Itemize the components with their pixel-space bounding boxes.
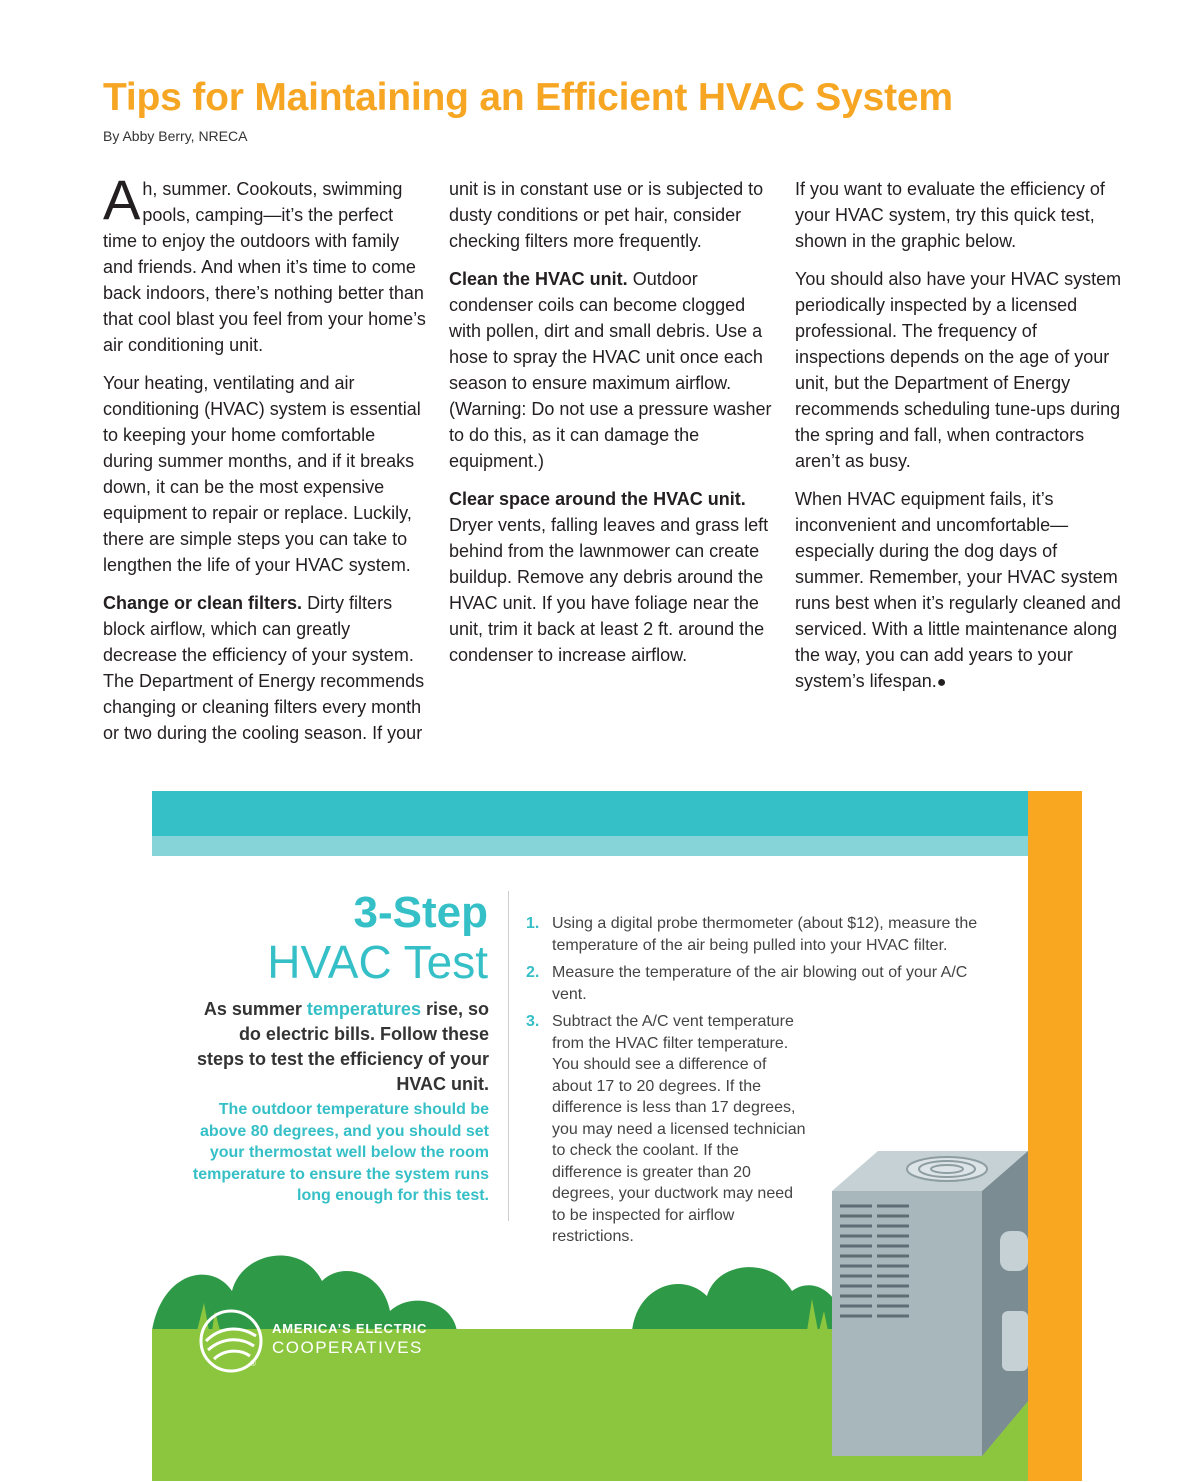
intro-part-b: rise, so do electric bills. Follow these steps to test the efficiency of your HVAC unit.: [196, 999, 489, 1094]
conclusion-text: When HVAC equipment fails, it’s inconvenient and uncomfortable—especially during the dog days of summer. Remember, your HVAC system runs best when it’s regularly cleaned and serviced. With a little maintenance along the way, you can add years to your system’s lifespan.: [795, 489, 1121, 691]
clear-space-body: Dryer vents, falling leaves and grass left behind from the lawnmower can create buildup. Remove any debris around the HVAC unit. If you have foliage near the unit, trim it back at least 2 ft. around the condenser to increase airflow.: [449, 515, 769, 665]
logo-line-1: AMERICA’S ELECTRIC: [272, 1321, 428, 1336]
landscape-illustration: [152, 791, 1028, 1481]
intro-text: h, summer. Cookouts, swimming pools, camping—it’s the perfect time to enjoy the outdoors with family and friends. And when it’s time to come back indoors, there’s nothing better than that cool blast you feel from your home’s air conditioning unit.: [103, 179, 426, 355]
step-text: Subtract the A/C vent temperature from the HVAC filter temperature. You should see a difference of about 17 to 20 degrees. If the difference is less than 17 degrees, you may need a licensed technician to check the coolant. If the difference is greater than 20 degrees, your ductwork may need to be inspected for airflow restrictions.: [552, 1013, 806, 1245]
infographic-title-line2: HVAC Test: [267, 936, 488, 988]
intro-part-a: As summer: [203, 999, 307, 1019]
paragraph-conclusion: [795, 486, 1125, 696]
infographic-note: The outdoor temperature should be above 80 degrees, and you should set your thermostat well below the room temperature to ensure the system runs long enough for this test.: [192, 1101, 489, 1204]
filters-body: Dirty filters block airflow, which can greatly decrease the efficiency of your system. The Department of Energy recommends changing or cleaning filters every month or two during the cooling season. If your: [103, 593, 425, 743]
step-number: 1.: [526, 915, 540, 932]
clean-unit-body: Outdoor condenser coils can become clogged with pollen, dirt and small debris. Use a hose to spray the HVAC unit once each season to ensure maximum airflow. (Warning: Do not use a pressure washer to do this, as it can damage the equipment.): [449, 269, 772, 471]
paragraph-intro: [103, 168, 429, 358]
paragraph-clear-space: [449, 486, 779, 668]
paragraph-evaluate: If you want to evaluate the efficiency of your HVAC system, try this quick test, shown in the graphic below.: [795, 179, 1105, 251]
clean-unit-lead: Clean the HVAC unit.: [449, 269, 628, 289]
article-title: Tips for Maintaining an Efficient HVAC System: [103, 76, 953, 119]
filters-continued: unit is in constant use or is subjected to dusty conditions or pet hair, consider checking filters more frequently.: [449, 179, 764, 251]
paragraph-inspection: You should also have your HVAC system periodically inspected by a licensed professional. The frequency of inspections depends on the age of your unit, but the Department of Energy recommends scheduling tune-ups during the spring and fall, when contractors aren’t as busy.: [795, 269, 1122, 471]
logo-line-2: COOPERATIVES: [272, 1338, 423, 1357]
paragraph-hvac-importance: Your heating, ventilating and air conditioning (HVAC) system is essential to keeping your home comfortable during summer months, and if it breaks down, it can be the most expensive equipment to repair or replace. Luckily, there are simple steps you can take to lengthen the life of your HVAC system.: [103, 373, 421, 575]
end-mark: ●: [936, 674, 947, 691]
article-column-2-content: [449, 176, 779, 680]
article-column-3: [795, 176, 1125, 708]
intro-highlight: temperatures: [306, 999, 421, 1019]
step-number: 3.: [526, 1013, 540, 1030]
orange-sidebar: [1028, 791, 1082, 1481]
ac-unit-icon: [832, 1151, 1028, 1456]
registered-mark: ®: [250, 1359, 256, 1368]
paragraph-filters: [103, 590, 429, 746]
article-column-1: [103, 168, 429, 758]
paragraph-clean-unit: [449, 266, 779, 474]
step-text: Measure the temperature of the air blowing out of your A/C vent.: [552, 964, 968, 1003]
logo-text: [272, 1321, 427, 1358]
filters-lead: Change or clean filters.: [103, 593, 303, 613]
infographic-title-line1: 3-Step: [353, 888, 488, 937]
step-number: 2.: [526, 964, 540, 981]
drop-cap: A: [103, 168, 141, 231]
clear-space-lead: Clear space around the HVAC unit.: [449, 489, 746, 509]
step-text: Using a digital probe thermometer (about $12), measure the temperature of the air being pulled into your HVAC filter.: [552, 915, 978, 954]
byline: By Abby Berry, NRECA: [103, 128, 248, 144]
hvac-test-infographic: [152, 791, 1082, 1481]
